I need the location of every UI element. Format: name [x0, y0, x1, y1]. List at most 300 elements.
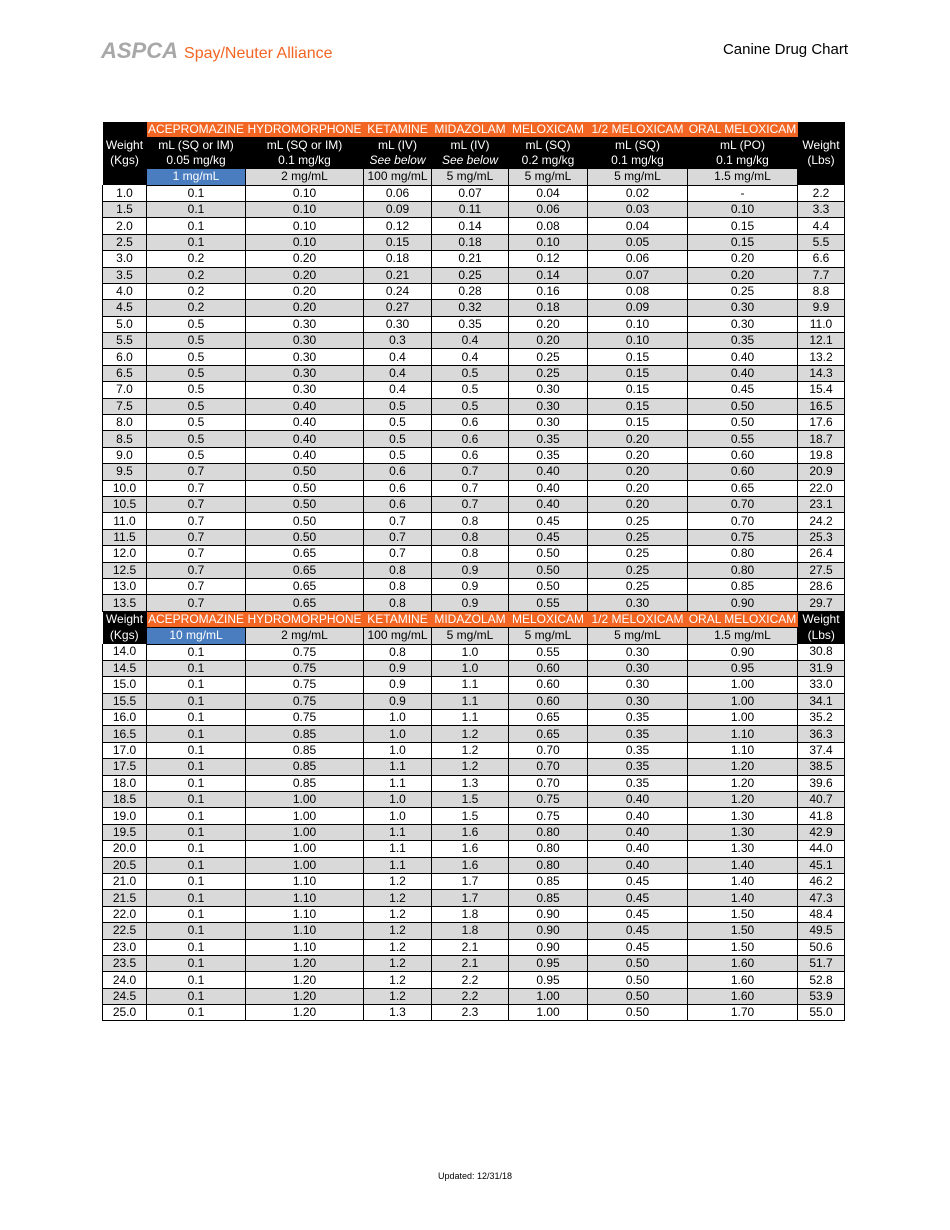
dose-cell: 0.40 [246, 398, 364, 414]
dose-cell: 0.8 [364, 595, 432, 611]
dose-cell: 1.30 [688, 841, 798, 857]
weight-lbs-cell: 12.1 [798, 333, 845, 349]
dose-cell: 0.4 [432, 349, 509, 365]
dose-cell: 0.1 [147, 824, 246, 840]
weight-kg-cell: 12.0 [103, 546, 147, 562]
dose-cell: 0.85 [246, 759, 364, 775]
dose-cell: 0.07 [588, 267, 688, 283]
dose-cell: 0.20 [588, 431, 688, 447]
weight-kg-cell: 24.5 [103, 988, 147, 1004]
dose-cell: 1.2 [364, 923, 432, 939]
table-row [103, 234, 845, 250]
dose-cell: 0.1 [147, 955, 246, 971]
table-row [103, 726, 845, 742]
dose-cell: 0.20 [246, 251, 364, 267]
dose-cell: 0.1 [147, 742, 246, 758]
dose-cell: 0.2 [147, 283, 246, 299]
dose-label: See below [432, 153, 509, 169]
header-drug-row-2 [103, 611, 845, 627]
table-row [103, 759, 845, 775]
weight-kg-cell: 23.5 [103, 955, 147, 971]
dose-cell: 0.09 [588, 300, 688, 316]
dose-cell: 0.75 [688, 529, 798, 545]
dose-cell: 0.7 [432, 480, 509, 496]
dose-cell: 1.60 [688, 955, 798, 971]
dose-cell: 0.25 [509, 349, 588, 365]
table-row [103, 824, 845, 840]
header-concentration-row [103, 169, 845, 185]
dose-cell: 0.14 [509, 267, 588, 283]
header-concentration-row-2 [103, 628, 845, 644]
weight-kg-cell: 8.5 [103, 431, 147, 447]
weight-lbs-cell: 55.0 [798, 1005, 845, 1021]
dose-cell: 0.1 [147, 1005, 246, 1021]
dose-cell: 0.35 [588, 759, 688, 775]
dose-cell: 0.04 [509, 185, 588, 201]
dose-cell: 0.4 [364, 349, 432, 365]
table-row [103, 251, 845, 267]
weight-kg-cell: 4.5 [103, 300, 147, 316]
weight-kg-cell: 6.5 [103, 365, 147, 381]
dose-cell: 0.20 [588, 496, 688, 512]
table-row [103, 873, 845, 889]
dose-cell: 0.9 [364, 677, 432, 693]
logo-subtitle: Spay/Neuter Alliance [184, 45, 333, 62]
weight-kg-cell: 11.0 [103, 513, 147, 529]
dose-cell: 0.20 [588, 464, 688, 480]
drug-name: MELOXICAM [509, 611, 588, 627]
concentration-label: 1.5 mg/mL [688, 628, 798, 644]
dose-cell: 0.65 [688, 480, 798, 496]
dose-cell: 0.6 [432, 431, 509, 447]
weight-kg-cell: 6.0 [103, 349, 147, 365]
weight-kg-cell: 1.0 [103, 185, 147, 201]
dose-cell: 2.3 [432, 1005, 509, 1021]
dose-cell: 0.50 [509, 562, 588, 578]
dose-label: 0.1 mg/kg [588, 153, 688, 169]
weight-kg-cell: 2.0 [103, 218, 147, 234]
dose-cell: 1.20 [688, 775, 798, 791]
dose-cell: 0.21 [364, 267, 432, 283]
weight-label: Weight [103, 137, 147, 152]
dose-cell: 0.85 [246, 775, 364, 791]
dose-cell: 0.7 [147, 546, 246, 562]
dose-cell: 1.1 [364, 824, 432, 840]
blank-cell [103, 169, 147, 185]
dose-cell: 1.20 [688, 759, 798, 775]
dose-cell: 0.1 [147, 710, 246, 726]
dose-cell: 0.55 [509, 644, 588, 660]
weight-lbs-cell: 28.6 [798, 578, 845, 594]
dose-cell: 0.6 [364, 464, 432, 480]
dose-cell: 1.8 [432, 906, 509, 922]
dose-cell: 0.50 [509, 546, 588, 562]
dose-cell: 1.60 [688, 988, 798, 1004]
table-row [103, 513, 845, 529]
dose-cell: 1.1 [432, 677, 509, 693]
dose-cell: 1.6 [432, 857, 509, 873]
dose-cell: 0.1 [147, 644, 246, 660]
dose-cell: 0.21 [432, 251, 509, 267]
dose-cell: 0.06 [588, 251, 688, 267]
weight-lbs-cell: 27.5 [798, 562, 845, 578]
weight-kg-cell: 1.5 [103, 201, 147, 217]
dose-cell: 1.20 [246, 972, 364, 988]
dose-cell: 0.1 [147, 693, 246, 709]
table-row [103, 742, 845, 758]
weight-kg-cell: 13.0 [103, 578, 147, 594]
dose-cell: 0.60 [509, 677, 588, 693]
dose-cell: 1.2 [364, 988, 432, 1004]
table-row [103, 218, 845, 234]
table-row [103, 1005, 845, 1021]
dose-cell: 0.15 [588, 398, 688, 414]
dose-cell: 1.10 [246, 890, 364, 906]
dose-cell: 0.5 [432, 398, 509, 414]
dose-cell: 0.65 [509, 710, 588, 726]
blank-cell [103, 122, 147, 137]
kgs-label: (Kgs) [103, 153, 147, 169]
aspca-logo-mark: ASPCA [101, 38, 179, 63]
dose-cell: 0.30 [688, 300, 798, 316]
table-row [103, 267, 845, 283]
dose-cell: 0.1 [147, 906, 246, 922]
dose-cell: 0.9 [364, 693, 432, 709]
table-row [103, 447, 845, 463]
dose-cell: 0.20 [588, 447, 688, 463]
dose-cell: 0.60 [509, 693, 588, 709]
dose-cell: 0.10 [246, 234, 364, 250]
dose-cell: 1.20 [246, 955, 364, 971]
dose-cell: 0.1 [147, 923, 246, 939]
dose-cell: 1.1 [364, 775, 432, 791]
dose-cell: 0.30 [509, 382, 588, 398]
dose-cell: 1.10 [688, 726, 798, 742]
drug-name: MIDAZOLAM [432, 611, 509, 627]
header-drug-row [103, 122, 845, 137]
route-label: mL (SQ or IM) [246, 137, 364, 152]
dose-cell: 1.50 [688, 939, 798, 955]
dose-cell: 1.20 [688, 792, 798, 808]
dose-cell: 0.50 [509, 578, 588, 594]
concentration-label: 2 mg/mL [246, 628, 364, 644]
dose-cell: 0.7 [432, 496, 509, 512]
dose-cell: 1.0 [432, 644, 509, 660]
weight-kg-cell: 17.5 [103, 759, 147, 775]
drug-name: 1/2 MELOXICAM [588, 611, 688, 627]
dose-label: 0.2 mg/kg [509, 153, 588, 169]
dose-cell: 0.5 [147, 349, 246, 365]
dose-cell: 0.25 [509, 365, 588, 381]
table-row [103, 283, 845, 299]
dose-cell: 0.32 [432, 300, 509, 316]
weight-kg-cell: 7.0 [103, 382, 147, 398]
dose-cell: 0.35 [432, 316, 509, 332]
dose-cell: 0.50 [688, 415, 798, 431]
kgs-label: (Kgs) [103, 628, 147, 644]
dose-label: 0.1 mg/kg [246, 153, 364, 169]
dose-cell: 1.0 [432, 660, 509, 676]
dose-cell: 0.8 [364, 644, 432, 660]
weight-lbs-cell: 19.8 [798, 447, 845, 463]
weight-kg-cell: 18.0 [103, 775, 147, 791]
dose-cell: 0.30 [688, 316, 798, 332]
dose-cell: 0.7 [147, 578, 246, 594]
weight-kg-cell: 19.5 [103, 824, 147, 840]
table-row [103, 644, 845, 660]
dose-cell: 0.90 [688, 644, 798, 660]
concentration-label: 10 mg/mL [147, 628, 246, 644]
dose-cell: 0.25 [588, 529, 688, 545]
dose-cell: 0.5 [432, 365, 509, 381]
dose-cell: 0.35 [588, 775, 688, 791]
dose-cell: 1.00 [246, 792, 364, 808]
weight-lbs-cell: 13.2 [798, 349, 845, 365]
dose-cell: 0.90 [509, 906, 588, 922]
dose-cell: 0.10 [246, 201, 364, 217]
table-row [103, 841, 845, 857]
dose-cell: 0.1 [147, 988, 246, 1004]
dose-cell: 0.85 [688, 578, 798, 594]
dose-cell: 0.85 [246, 726, 364, 742]
dose-cell: 0.25 [588, 578, 688, 594]
dose-cell: 0.8 [432, 513, 509, 529]
dose-cell: 0.7 [147, 480, 246, 496]
dose-cell: 1.6 [432, 841, 509, 857]
lbs-label: (Lbs) [798, 153, 845, 169]
dose-cell: 1.40 [688, 857, 798, 873]
header-route-row [103, 137, 845, 152]
weight-label: Weight [103, 611, 147, 627]
table-row [103, 660, 845, 676]
dose-cell: 0.25 [588, 513, 688, 529]
dose-cell: 0.7 [364, 546, 432, 562]
dose-label: See below [364, 153, 432, 169]
dose-cell: 0.15 [688, 234, 798, 250]
dose-cell: 1.00 [688, 710, 798, 726]
weight-kg-cell: 16.0 [103, 710, 147, 726]
table-row [103, 185, 845, 201]
table-row [103, 464, 845, 480]
dose-cell: 0.7 [147, 595, 246, 611]
dose-cell: 0.40 [509, 496, 588, 512]
weight-kg-cell: 22.5 [103, 923, 147, 939]
dose-cell: 0.70 [509, 775, 588, 791]
dose-cell: 0.27 [364, 300, 432, 316]
dose-cell: 0.40 [588, 792, 688, 808]
dose-cell: 0.80 [509, 857, 588, 873]
drug-name: ORAL MELOXICAM [688, 122, 797, 137]
dose-cell: 0.50 [246, 496, 364, 512]
dose-cell: 0.15 [688, 218, 798, 234]
dose-cell: 1.00 [509, 1005, 588, 1021]
dose-cell: 1.10 [246, 923, 364, 939]
dose-cell: 0.1 [147, 808, 246, 824]
weight-lbs-cell: 37.4 [798, 742, 845, 758]
dose-cell: 0.8 [364, 578, 432, 594]
blank-cell [798, 169, 845, 185]
weight-lbs-cell: 22.0 [798, 480, 845, 496]
concentration-label: 100 mg/mL [364, 628, 432, 644]
dose-cell: 0.65 [246, 578, 364, 594]
table-row [103, 529, 845, 545]
dose-cell: 1.2 [364, 906, 432, 922]
weight-lbs-cell: 18.7 [798, 431, 845, 447]
dose-cell: 0.50 [588, 1005, 688, 1021]
dose-cell: 0.1 [147, 939, 246, 955]
table-row [103, 693, 845, 709]
dose-cell: 0.35 [688, 333, 798, 349]
dose-cell: 0.35 [509, 431, 588, 447]
dose-cell: 0.20 [509, 316, 588, 332]
drug-name: KETAMINE [364, 611, 432, 627]
dose-cell: 0.65 [246, 546, 364, 562]
dose-cell: 0.1 [147, 677, 246, 693]
weight-lbs-cell: 17.6 [798, 415, 845, 431]
table-row [103, 890, 845, 906]
weight-lbs-cell: 34.1 [798, 693, 845, 709]
weight-kg-cell: 19.0 [103, 808, 147, 824]
dose-cell: 1.50 [688, 906, 798, 922]
dose-cell: 0.30 [246, 316, 364, 332]
dose-cell: 1.00 [688, 677, 798, 693]
dose-cell: 1.2 [432, 742, 509, 758]
dose-cell: 0.50 [588, 955, 688, 971]
weight-kg-cell: 2.5 [103, 234, 147, 250]
dose-cell: 0.6 [364, 480, 432, 496]
weight-kg-cell: 14.5 [103, 660, 147, 676]
dose-cell: 1.7 [432, 890, 509, 906]
dose-cell: 1.20 [246, 988, 364, 1004]
dose-cell: 0.5 [147, 316, 246, 332]
dose-cell: 0.05 [588, 234, 688, 250]
dose-cell: 0.6 [432, 447, 509, 463]
route-label: mL (IV) [364, 137, 432, 152]
dose-cell: 0.40 [688, 365, 798, 381]
dose-cell: 0.4 [364, 365, 432, 381]
table-row [103, 415, 845, 431]
weight-lbs-cell: 4.4 [798, 218, 845, 234]
dose-cell: 0.80 [688, 546, 798, 562]
dose-cell: 1.2 [432, 759, 509, 775]
dose-cell: 0.1 [147, 218, 246, 234]
dose-cell: 0.40 [246, 431, 364, 447]
weight-lbs-cell: 2.2 [798, 185, 845, 201]
dose-cell: 0.70 [509, 759, 588, 775]
drug-name: HYDROMORPHONE [247, 611, 362, 626]
dose-cell: 0.30 [588, 644, 688, 660]
dose-cell: 1.2 [432, 726, 509, 742]
concentration-label: 5 mg/mL [509, 628, 588, 644]
weight-lbs-cell: 5.5 [798, 234, 845, 250]
weight-kg-cell: 3.5 [103, 267, 147, 283]
dose-cell: 0.1 [147, 185, 246, 201]
dose-cell: 1.1 [432, 710, 509, 726]
dose-cell: 1.0 [364, 808, 432, 824]
drug-name: ORAL MELOXICAM [688, 611, 797, 626]
dose-cell: 0.1 [147, 890, 246, 906]
dose-cell: 0.45 [588, 906, 688, 922]
dose-cell: 0.35 [588, 726, 688, 742]
dose-cell: 0.1 [147, 726, 246, 742]
dose-cell: 0.30 [588, 595, 688, 611]
weight-kg-cell: 22.0 [103, 906, 147, 922]
dose-cell: 0.20 [688, 267, 798, 283]
weight-lbs-cell: 46.2 [798, 873, 845, 889]
dose-cell: 2.2 [432, 988, 509, 1004]
dose-cell: 0.50 [588, 988, 688, 1004]
dose-cell: 0.5 [147, 333, 246, 349]
dose-cell: 1.20 [246, 1005, 364, 1021]
weight-kg-cell: 25.0 [103, 1005, 147, 1021]
drug-name: ACEPROMAZINE [147, 611, 244, 626]
weight-kg-cell: 8.0 [103, 415, 147, 431]
weight-lbs-cell: 31.9 [798, 660, 845, 676]
dose-cell: 1.1 [364, 759, 432, 775]
weight-kg-cell: 17.0 [103, 742, 147, 758]
weight-kg-cell: 15.0 [103, 677, 147, 693]
weight-lbs-cell: 30.8 [798, 644, 845, 660]
weight-kg-cell: 9.0 [103, 447, 147, 463]
dose-cell: 0.15 [588, 382, 688, 398]
dose-cell: 0.75 [246, 710, 364, 726]
weight-kg-cell: 18.5 [103, 792, 147, 808]
dose-cell: 0.50 [246, 464, 364, 480]
dose-cell: 0.1 [147, 759, 246, 775]
weight-lbs-cell: 42.9 [798, 824, 845, 840]
dose-cell: 0.10 [246, 185, 364, 201]
weight-lbs-cell: 40.7 [798, 792, 845, 808]
dose-cell: 0.45 [509, 529, 588, 545]
drug-name: 1/2 MELOXICAM [588, 122, 688, 137]
weight-lbs-cell: 36.3 [798, 726, 845, 742]
dose-cell: 0.9 [432, 595, 509, 611]
dose-cell: 1.2 [364, 972, 432, 988]
lbs-label: (Lbs) [798, 628, 845, 644]
dose-cell: - [688, 185, 798, 201]
dose-cell: 0.7 [147, 529, 246, 545]
table-row [103, 398, 845, 414]
dose-cell: 0.10 [588, 316, 688, 332]
dose-cell: 0.40 [688, 349, 798, 365]
dose-cell: 1.00 [509, 988, 588, 1004]
dose-cell: 1.2 [364, 939, 432, 955]
weight-kg-cell: 15.5 [103, 693, 147, 709]
weight-kg-cell: 7.5 [103, 398, 147, 414]
dose-cell: 0.9 [432, 578, 509, 594]
table-row [103, 677, 845, 693]
dose-cell: 0.20 [246, 267, 364, 283]
blank-cell [798, 122, 845, 137]
table-row [103, 906, 845, 922]
table-row [103, 480, 845, 496]
dose-cell: 0.45 [588, 873, 688, 889]
dose-cell: 0.1 [147, 234, 246, 250]
table-row [103, 333, 845, 349]
route-label: mL (PO) [688, 137, 798, 152]
concentration-label: 100 mg/mL [364, 169, 432, 185]
route-label: mL (SQ or IM) [147, 137, 246, 152]
concentration-label: 1.5 mg/mL [688, 169, 798, 185]
weight-kg-cell: 23.0 [103, 939, 147, 955]
dose-cell: 0.2 [147, 267, 246, 283]
header-dose-row [103, 153, 845, 169]
dose-cell: 1.30 [688, 808, 798, 824]
weight-kg-cell: 9.5 [103, 464, 147, 480]
dose-cell: 0.03 [588, 201, 688, 217]
dose-cell: 0.18 [509, 300, 588, 316]
dose-cell: 0.6 [364, 496, 432, 512]
